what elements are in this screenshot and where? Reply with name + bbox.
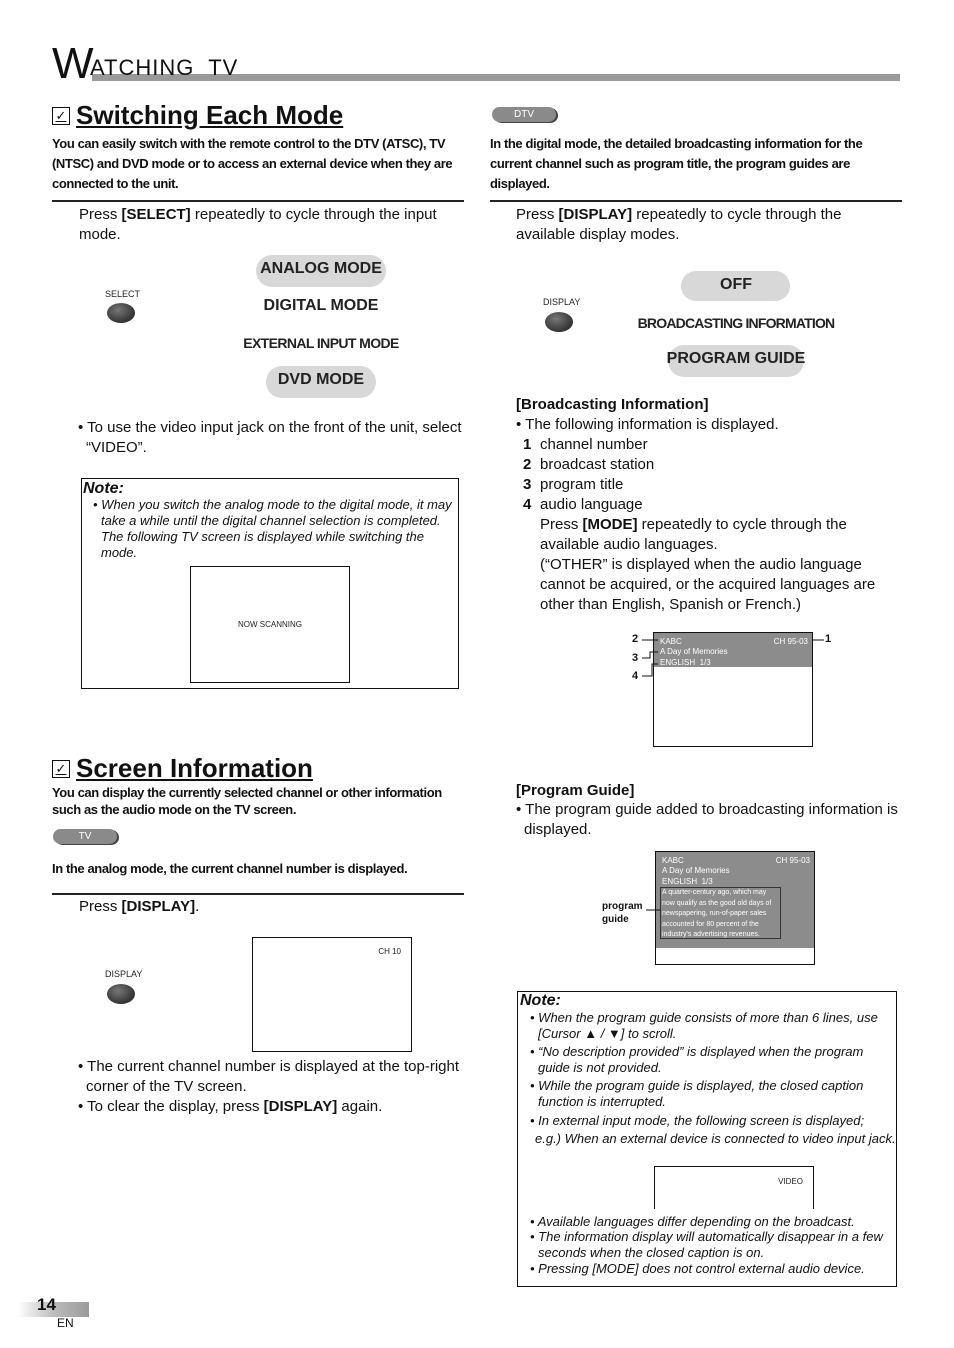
switching-intro: You can easily switch with the remote control to the DTV (ATSC), TV (NTSC) and DVD mode or to access an external device when they are connected to the unit. (52, 136, 453, 191)
bi-item-3: 3 program title (523, 476, 624, 493)
dtv-note-1: • When the program guide consists of more than 6 lines, use [Cursor ▲ / ▼] to scroll. (530, 1010, 878, 1041)
osd-audio: ENGLISH 1/3 (660, 658, 711, 667)
broadcasting-info-bullet: • The following information is displayed. (516, 416, 779, 433)
dtv-display-button-icon (545, 312, 573, 332)
divider (490, 200, 902, 202)
analog-mode-text: In the analog mode, the current channel number is displayed. (52, 861, 408, 876)
dtv-mode-tag: DTV (492, 107, 556, 122)
osd-channel: CH 95-03 (775, 856, 810, 865)
dtv-note-2: • “No description provided” is displayed when the program guide is not provided. (530, 1044, 864, 1075)
display-button-label: DISPLAY (105, 969, 143, 979)
language-code: EN (57, 1316, 74, 1330)
osd-audio: ENGLISH 1/3 (662, 877, 713, 886)
chapter-title: ATCHING TV (90, 55, 239, 80)
chapter-title-initial: W (52, 39, 94, 88)
program-guide-heading: [Program Guide] (516, 782, 635, 799)
bi-item-1: 1 channel number (523, 436, 648, 453)
osd-channel: CH 95-03 (773, 637, 808, 646)
mode-digital: DIGITAL MODE (263, 297, 379, 314)
display-button-icon (107, 984, 135, 1004)
osd-title: A Day of Memories (660, 647, 728, 656)
screen-info-bullet-2: • To clear the display, press [DISPLAY] again. (78, 1098, 383, 1115)
program-guide-screen (655, 851, 815, 965)
dtv-mode-off: OFF (720, 276, 752, 293)
bi-other-text: (“OTHER” is displayed when the audio language cannot be acquired, or the acquired languages are other than English, Spanish or French.) (540, 556, 876, 613)
dtv-note-5: • Available languages differ depending on the broadcast. (530, 1214, 855, 1229)
divider (52, 893, 464, 895)
note-title: Note: (83, 480, 124, 497)
bi-mode-instruction: Press [MODE] repeatedly to cycle through the available audio languages. (540, 516, 847, 553)
divider (52, 200, 464, 202)
program-guide-text: A quarter-century ago, which may now qualify as the good old days of newspapering, run-of-paper sales accounted for 80 percent of the industry's advertising revenues. (660, 887, 781, 939)
dtv-mode-guide: PROGRAM GUIDE (666, 350, 806, 367)
screen-info-section-title (52, 753, 313, 784)
select-button-label: SELECT (105, 289, 141, 299)
dtv-step: Press [DISPLAY] repeatedly to cycle through the available display modes. (516, 206, 842, 243)
program-guide-bullet: • The program guide added to broadcasting information is displayed. (516, 801, 898, 838)
leader-4: 4 (632, 670, 639, 682)
dtv-display-button-label: DISPLAY (543, 297, 581, 307)
leader-3: 3 (632, 652, 639, 664)
program-guide-label: program guide (602, 901, 643, 925)
dtv-intro: In the digital mode, the detailed broadcasting information for the current channel such as program title, the program guides are displayed. (490, 136, 863, 191)
screen-info-step: Press [DISPLAY]. (79, 898, 200, 915)
tv-mode-tag: TV (53, 829, 117, 844)
mode-dvd: DVD MODE (277, 371, 365, 388)
screen-info-title-text: Screen Information (76, 753, 313, 783)
leader-lines (630, 628, 840, 684)
screen-info-bullet-1: • The current channel number is displayed at the top-right corner of the TV screen. (78, 1058, 460, 1095)
checkbox-icon: ✓ (52, 107, 70, 125)
osd-title: A Day of Memories (662, 866, 730, 875)
channel-number: CH 10 (378, 947, 401, 956)
scan-text: NOW SCANNING (238, 620, 302, 629)
switching-bullet: • To use the video input jack on the front of the unit, select “VIDEO”. (78, 419, 462, 456)
switching-title-text: Switching Each Mode (76, 100, 344, 130)
analog-tv-screen (252, 937, 412, 1052)
switching-section-title (52, 100, 343, 131)
dtv-note-3: • While the program guide is displayed, the closed caption function is interrupted. (530, 1078, 864, 1109)
external-input-screen (654, 1166, 814, 1209)
switching-step: Press [SELECT] repeatedly to cycle through the input mode. (79, 206, 437, 243)
dtv-note-title: Note: (520, 992, 561, 1009)
leader-2: 2 (632, 633, 639, 645)
page-number: 14 (37, 1295, 56, 1314)
dtv-note-6: • The information display will automatically disappear in a few seconds when the closed caption is on. (530, 1229, 883, 1260)
checkbox-icon: ✓ (52, 760, 70, 778)
osd-guide-banner (656, 852, 814, 948)
select-button-icon (107, 303, 135, 323)
dtv-note-4: • In external input mode, the following screen is displayed; (530, 1113, 865, 1128)
dtv-note-7: • Pressing [MODE] does not control external audio device. (530, 1261, 865, 1276)
guide-leader-line (646, 905, 660, 915)
osd-station: KABC (662, 856, 684, 865)
mode-external: EXTERNAL INPUT MODE (243, 335, 399, 351)
osd-station: KABC (660, 637, 682, 646)
switching-note-text: • When you switch the analog mode to the digital mode, it may take a while until the digital channel selection is completed. The following TV screen is displayed while switching the mode. (93, 497, 452, 560)
screen-info-intro: You can display the currently selected channel or other information such as the audio mode on the TV screen. (52, 785, 442, 817)
mode-analog: ANALOG MODE (260, 260, 382, 277)
dtv-note-eg: e.g.) When an external device is connected to video input jack. (535, 1131, 896, 1146)
dtv-mode-broadcasting: BROADCASTING INFORMATION (637, 315, 835, 331)
broadcasting-info-heading: [Broadcasting Information] (516, 396, 709, 413)
scan-screen (190, 566, 350, 683)
bi-item-2: 2 broadcast station (523, 456, 655, 473)
bi-item-4: 4 audio language (523, 496, 643, 513)
leader-1: 1 (825, 633, 832, 645)
video-label: VIDEO (778, 1177, 803, 1186)
